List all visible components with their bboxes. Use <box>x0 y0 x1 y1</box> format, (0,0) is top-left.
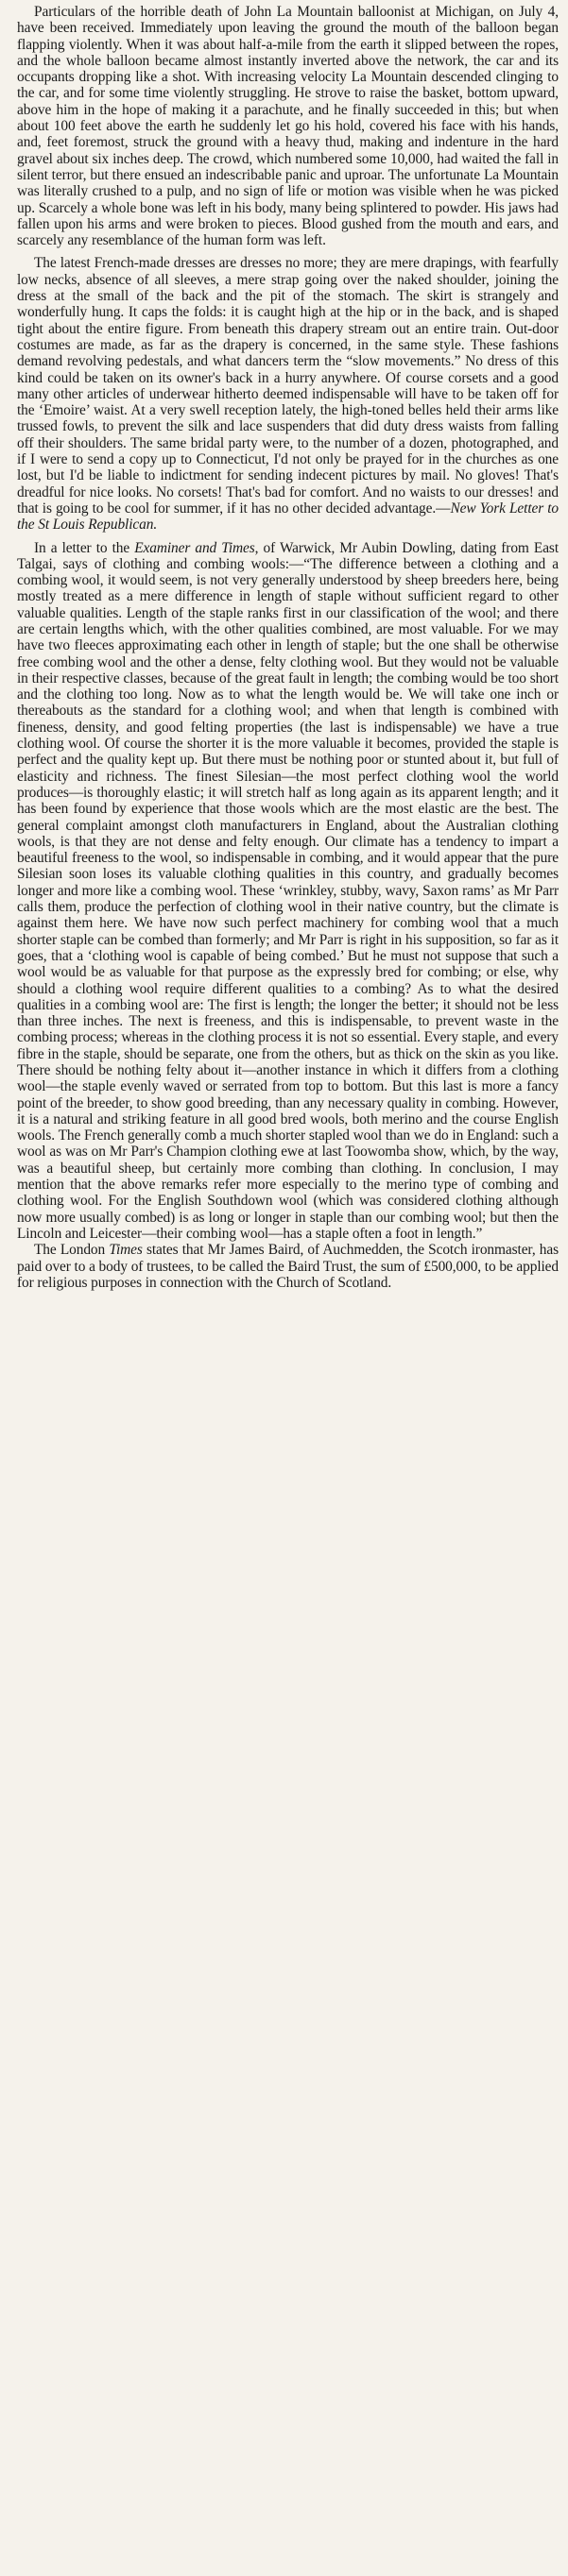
article-body: states that Mr James Baird, of Auchmedden, the Scotch ironmaster, has paid over to a body of trustees, to be called the Baird Trust, the sum of £500,000, to be applied for religious purposes in connection with the Church of Scotland. <box>17 1242 559 1291</box>
article-body: , of Warwick, Mr Aubin Dowling, dating from East Talgai, says of clothing and combing wools:—“The difference between a clothing and a combing wool, it would seem, is not very generally understood by sheep breeders here, being mostly treated as a mere difference in length of staple without sufficient regard to other valuable qualities. Length of the staple ranks first in our classification of the wool; and there are certain lengths which, with the other qualities combined, are most valuable. For we may have two fleeces approximating each other in length of staple; but the one shall be otherwise free combing wool and the other a dense, felty clothing wool. But they would not be valuable in their respective classes, because of the great fault in length; the combing would be too short and the clothing too long. Now as to what the length would be. We will take one inch or thereabouts as the standard for a clothing wool; and when that length is combined with fineness, density, and good felting properties (the last is indispensable) we have a true clothing wool. Of course the shorter it is the more valuable it becomes, provided the staple is perfect and the quality kept up. But there must be nothing poor or stunted about it, but full of elasticity and richness. The finest Silesian—the most perfect clothing wool the world produces—is thoroughly elastic; it will stretch half as long again as its apparent length; and it has been found by experience that those wools which are the most elastic are the best. The general complaint amongst cloth manufacturers in England, about the Australian clothing wools, is that they are not dense and felty enough. Our climate has a tendency to impart a beautiful freeness to the wool, so indispensable in combing, and it would appear that the pure Silesian soon loses its valuable clothing qualities in this country, and gradually becomes longer and more like a combing wool. These ‘wrinkley, stubby, wavy, Saxon rams’ as Mr Parr calls them, produce the perfection of clothing wool in their native country, but the climate is against them here. We have now such perfect machinery for combing wool that a much shorter staple can be combed than formerly; and Mr Parr is right in his supposition, so far as it goes, that a ‘clothing wool is capable of being combed.’ But he must not suppose that such a wool would be as valuable for that purpose as the expressly bred for combing; or else, why should a clothing wool require different qualities to a combing? As to what the desired qualities in a combing wool are: The first is length; the longer the better; it should not be less than three inches. The next is freeness, and this is indispensable, to prevent waste in the combing process; whereas in the clothing process it is not so essential. Every staple, and every fibre in the staple, should be separate, one from the others, but as thick on the skin as you like. There should be nothing felty about it—another instance in which it differs from a clothing wool—the staple evenly waved or serrated from top to bottom. But this last is more a fancy point of the breeder, to show good breeding, than any necessary quality in combing. However, it is a natural and striking feature in all good bred wools, both merino and the course English wools. The French generally comb a much shorter stapled wool than we do in England: such a wool as was on Mr Parr's Champion clothing ewe at last Toowomba show, which, by the way, was a beautiful sheep, but certainly more combing than clothing. In conclusion, I may mention that the above remarks refer more especially to the merino type of combing and clothing wool. For the English Southdown wool (which was considered clothing although now more usually combed) is as long or longer in staple than our combing wool; but then the Lincoln and Leicester—their combing wool—has a staple often a foot in length.” <box>17 539 559 1242</box>
article-intro: In a letter to the <box>34 539 135 556</box>
article-paragraph <box>17 540 559 1243</box>
article-balloonist-death <box>17 4 559 248</box>
article-baird-trust <box>17 1242 559 1291</box>
article-wool-letter <box>17 540 559 1243</box>
article-body: The latest French-made dresses are dresses no more; they are mere drapings, with fearfully low necks, absence of all sleeves, a mere strap going over the naked shoulder, joining the dress at the small of the back and the pit of the stomach. The skirt is strangely and wonderfully hung. It caps the folds: it is caught high at the hip or in the back, and is shaped tight about the entire figure. From beneath this drapery stream out an entire train. Out-door costumes are made, as far as the drapery is concerned, in the same style. These fashions demand revolving pedestals, and what dancers term the “slow movements.” No dress of this kind could be taken on its owner's back in a hurry anywhere. Of course corsets and a good many other articles of underwear hitherto deemed indispensable will have to be taken off for the ‘Emoire’ waist. At a very swell reception lately, the high-toned belles held their arms like trussed fowls, to prevent the silk and lace suspenders that did duty dress waists from falling off their shoulders. The same bridal party were, to the number of a dozen, photographed, and if I were to send a copy up to Connecticut, I'd not only be prayed for in the churches as one lost, but I'd be liable to indictment for sending indecent pictures by mail. No gloves! That's dreadful for nice looks. No corsets! That's bad for comfort. And no waists to our dresses! and that is going to be cool for summer, if it has no other decided advantage.— <box>17 255 559 517</box>
article-intro: The London <box>34 1242 110 1259</box>
article-paragraph <box>17 255 559 533</box>
article-paragraph <box>17 1242 559 1291</box>
article-source: New York Letter to the St Louis Republican. <box>17 500 559 534</box>
newspaper-name: Times <box>109 1242 143 1259</box>
article-paragraph: Particulars of the horrible death of John La Mountain balloonist at Michigan, on July 4, have been received. Immediately upon leaving the ground the mouth of the balloon began flapping violently. When it was about half-a-mile from the earth it slipped between the ropes, and the whole balloon became almost instantly inverted above the network, the car and its occupants dropping like a shot. With increasing velocity La Mountain descended clinging to the car, and for some time violently struggling. He strove to raise the basket, bottom upward, above him in the hope of making it a parachute, and he finally succeeded in this; but when about 100 feet above the earth he suddenly let go his hold, covered his face with his hands, and, feet foremost, struck the ground with a heavy thud, making and indenture in the hard gravel about six inches deep. The crowd, which numbered some 10,000, had waited the fall in silent terror, but there ensued an indescribable panic and uproar. The unfortunate La Mountain was literally crushed to a pulp, and no sign of life or motion was visible when he was picked up. Scarcely a whole bone was left in his body, many being splintered to powder. His jaws had fallen upon his arms and were broken to pieces. Blood gushed from the mouth and ears, and scarcely any resemblance of the human form was left. <box>17 4 559 249</box>
article-french-dresses <box>17 255 559 533</box>
newspaper-name: Examiner and Times <box>134 539 255 556</box>
